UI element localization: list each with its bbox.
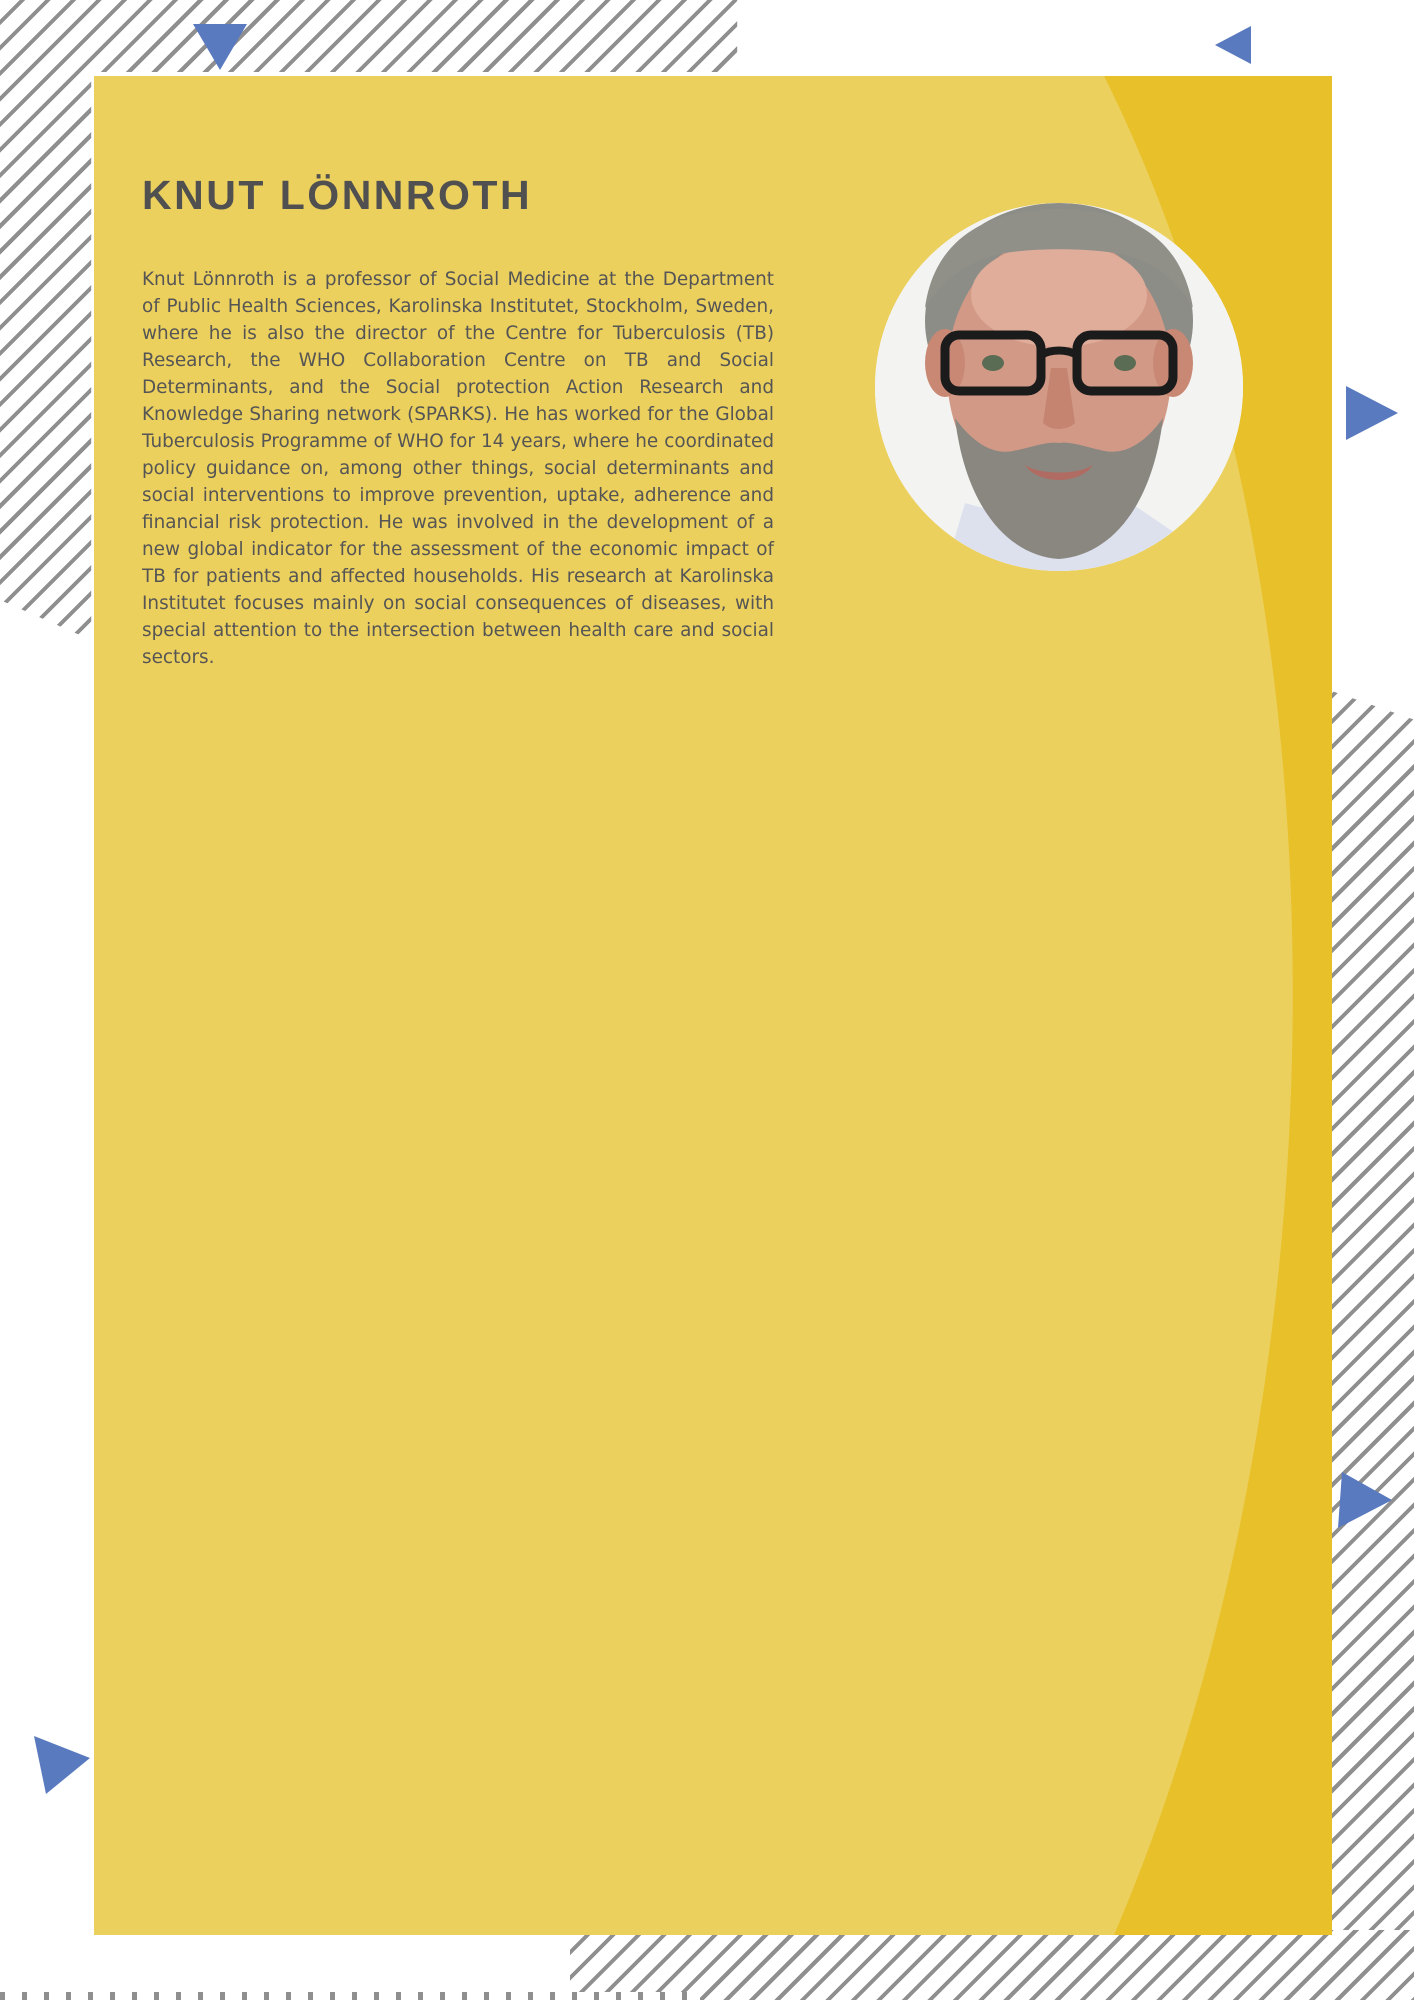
portrait-photo (875, 203, 1243, 571)
triangle-left-icon (1215, 26, 1251, 64)
triangle-right-icon (1346, 386, 1398, 440)
stripe-pattern-bottom-dashes (0, 1992, 700, 2000)
triangle-down-icon (193, 24, 247, 70)
profile-card (94, 76, 1332, 1935)
page-title: KNUT LÖNNROTH (142, 172, 533, 218)
bio-paragraph: Knut Lönnroth is a professor of Social Medicine at the Department of Public Health Sciences, Karolinska Institutet, Stockholm, Sweden, where he is also the director of the Centre for Tuberculosis (TB) Research, the WHO Collaboration Centre on TB and Social Determinants, and the Social protection Action Research and Knowledge Sharing network (SPARKS). He has worked for the Global Tuberculosis Programme of WHO for 14 years, where he coordinated policy guidance on, among other things, social determinants and social interventions to improve prevention, uptake, adherence and financial risk protection. He was involved in the development of a new global indicator for the assessment of the economic impact of TB for patients and affected households. His research at Karolinska Institutet focuses mainly on social consequences of diseases, with special attention to the intersection between health care and social sectors. (142, 269, 774, 668)
triangle-right-icon (1338, 1472, 1392, 1528)
stripe-pattern-bottom (570, 1930, 1414, 2000)
triangle-right-icon (34, 1736, 90, 1794)
person-portrait-icon (875, 203, 1243, 571)
